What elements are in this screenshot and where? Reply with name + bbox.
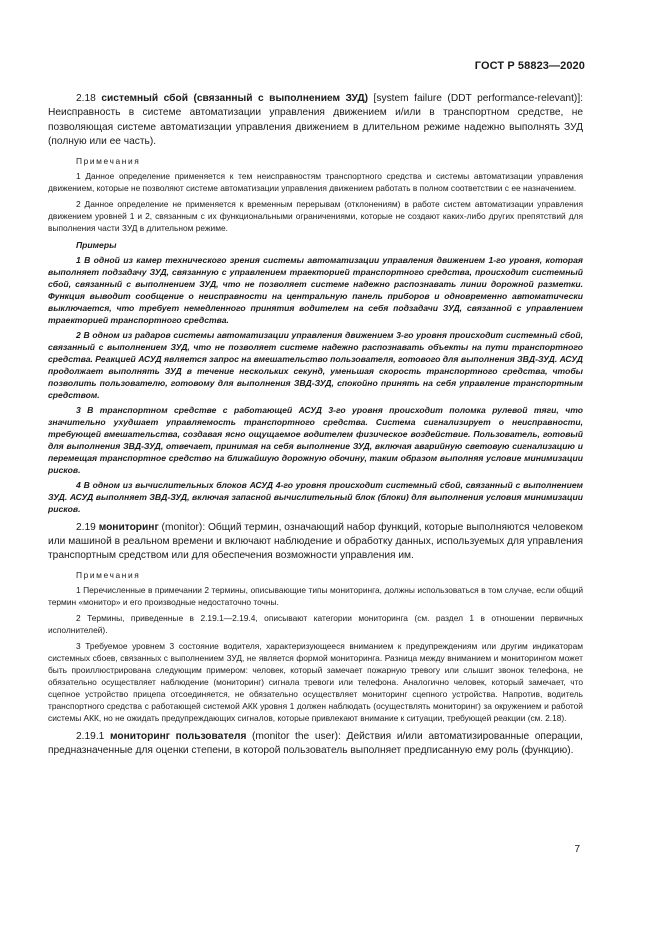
notes-heading: Примечания: [76, 155, 141, 166]
note-item: 2 Данное определение не применяется к временным перерывам (отклонениям) в работе систем автоматизации управления движением уровней 1 и 2, связанным с их функциональными ограничениями, которые не создают каких-либо других препятствий для выполнения части ЗУД в длительном режиме.: [48, 198, 583, 233]
example-item: 3 В транспортном средстве с работающей АСУД 3-го уровня происходит поломка рулевой тяги, что значительно ухудшает управляемость транспортного средства. Система сигнализирует о неисправности, требующей вмешательства, создавая ясно ощущаемое водителем физическое воздействие. Пользователь, готовый для выполнения ЗВД-ЗУД, отвечает, принимая на себя выполнение ЗУД, включая аварийную световую сигнализацию и перемещая транспортное средство на ближайшую дорожную обочину, таким образом выполняя условие минимизации рисков.: [48, 404, 583, 475]
term-definition: (monitor the user): Действия и/или автоматизированные операции, предназначенные для оценки степени, в которой пользователь выполняет предписанную ему роль (функцию).: [48, 730, 583, 757]
term-title: системный сбой (связанный с выполнением ЗУД): [101, 93, 369, 104]
note-item: 2 Термины, приведенные в 2.19.1—2.19.4, описывают категории мониторинга (см. раздел 1 в отношении первичных исполнителей).: [48, 612, 583, 635]
term-title: мониторинг пользователя: [109, 730, 247, 742]
note-item: 1 Данное определение применяется к тем неисправностям транспортного средства и системы автоматизации управления движением, которые не позволяют системе автоматизации управления движением работать в полном соответствии с ее назначением.: [48, 170, 583, 193]
term-number: 2.19: [76, 521, 96, 533]
page-number: 7: [574, 844, 580, 855]
note-item: 3 Требуемое уровнем 3 состояние водителя, характеризующееся вниманием к предупреждениям или другим индикаторам системных сбоев, связанных с выполнением ЗУД, не является формой мониторинга. Разница между вниманием и мониторингом может быть проиллюстрирована следующим примером: человек, который замечает пожарную тревогу или слышит звонок телефона, не обязательно осуществляет наблюдение (мониторинг) сигнала тревоги или телефона. Аналогично человек, который замечает, что сцепное устройство прицепа отсоединяется, не обязательно осуществляет мониторинг сцепного устройства. Напротив, водитель транспортного средства с работающей системой АКК уровня 1 должен наблюдать (осуществлять мониторинг) за окружением и работой системы АКК, но не ожидать предупреждающих сигналов, которые привлекают внимание к ситуации, требующей реакции (см. 2.18).: [48, 640, 583, 723]
term-2-19: [48, 521, 583, 564]
term-number: 2.18: [76, 93, 96, 104]
term-number: 2.19.1: [76, 730, 105, 742]
term-definition: [system failure (DDT performance-relevant)]: Неисправность в системе автоматизации управления движением и/или в транспортном средстве, не позволяющая системе автоматизации управления движением в длительном режиме надежно выполнять ЗУД (полную или ее часть).: [48, 93, 583, 148]
document-body: [48, 92, 583, 759]
note-item: 1 Перечисленные в примечании 2 термины, описывающие типы мониторинга, должны использоваться в том случае, если общий термин «монитор» и его производные недостаточно точны.: [48, 584, 583, 607]
term-definition: (monitor): Общий термин, означающий набор функций, которые выполняются человеком или машиной в реальном времени и включают наблюдение и обработку данных, используемых для управления транспортным средством или для обеспечения возможности управления им.: [48, 521, 583, 562]
example-item: 2 В одном из радаров системы автоматизации управления движением 3-го уровня происходит системный сбой, связанный с выполнением ЗУД, что не позволяет системе надежно распознавать объекты на пути транспортного средства. Реакцией АСУД является запрос на вмешательство пользователя, готового для выполнения ЗВД-ЗУД. АСУД продолжает выполнять ЗУД в течение нескольких секунд, уменьшая скорость транспортного средства, чтобы позволить пользователю, готовому для выполнения ЗВД-ЗУД, спокойно принять на себя управление транспортным средством.: [48, 329, 583, 400]
term-2-18: [48, 92, 583, 150]
term-title: мониторинг: [98, 521, 159, 533]
term-2-19-1: [48, 730, 583, 759]
example-item: 4 В одном из вычислительных блоков АСУД 4-го уровня происходит системный сбой, связанный с выполнением ЗУД. АСУД выполняет ЗВД-ЗУД, включая запасной вычислительный блок (блоки) для выполнения условия минимизации рисков.: [48, 479, 583, 514]
example-item: 1 В одной из камер технического зрения системы автоматизации управления движением 1-го уровня, которая выполняет подзадачу ЗУД, связанную с управлением траекторией транспортного средства, происходит системный сбой, связанный с выполнением ЗУД, что не позволяет системе надежно распознавать линии дорожной разметки. Функция выводит сообщение о неисправности на центральную панель приборов и одновременно автоматически выключается, что требует немедленного принятия водителем на себя подзадачи ЗУД, связанной с управлением траекторией транспортного средства.: [48, 254, 583, 325]
examples-heading: Примеры: [76, 239, 117, 250]
standard-header: ГОСТ Р 58823—2020: [474, 60, 585, 72]
notes-heading: Примечания: [76, 569, 141, 580]
